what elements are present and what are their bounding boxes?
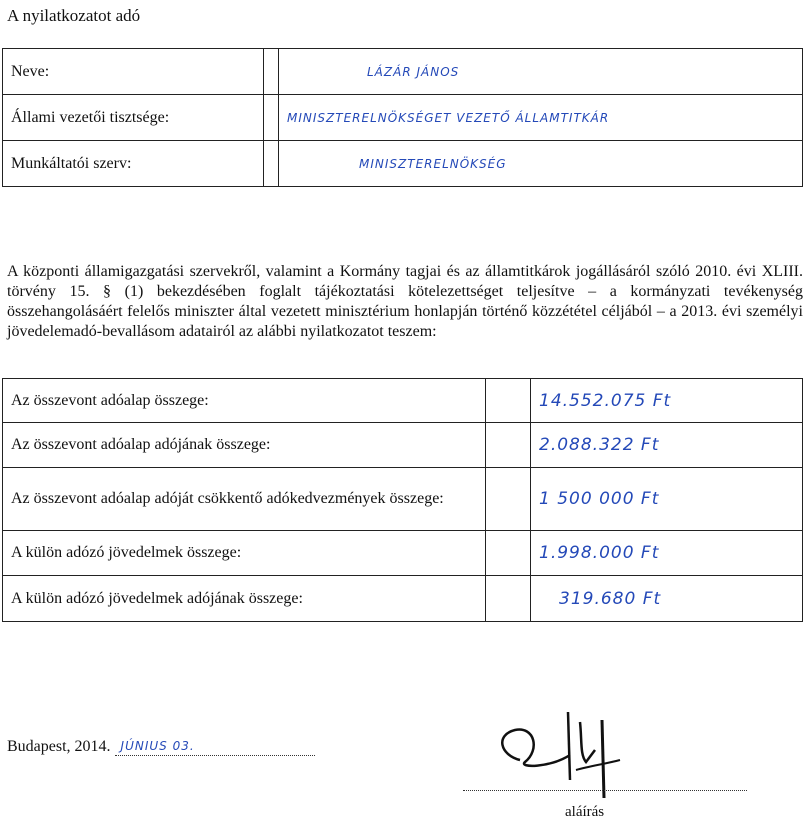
spacer-cell xyxy=(486,379,531,423)
signature-label: aláírás xyxy=(565,804,605,820)
position-label: Állami vezetői tisztsége: xyxy=(3,95,264,141)
table-row xyxy=(3,49,803,95)
place-date-text: Budapest, 2014. xyxy=(7,738,111,755)
tax-value: 1.998.000 Ft xyxy=(531,531,803,576)
place-date xyxy=(7,738,315,756)
table-row xyxy=(3,423,803,468)
table-row xyxy=(3,468,803,531)
tax-label: A külön adózó jövedelmek összege: xyxy=(3,531,486,576)
declaration-paragraph: A központi államigazgatási szervekről, valamint a Kormány tagjai és az államtitkárok jogállásáról szóló 2010. évi XLIII. törvény 15. § (1) bekezdésében foglalt tájékoztatási kötelezettséget teljesítve – a kormányzati tevékenység összehangolásáért felelős miniszter által vezetett minisztérium honlapján történő közzététel céljából – a 2013. évi személyi jövedelemadó-bevallásom adatairól az alábbi nyilatkozatot teszem: xyxy=(7,263,803,340)
spacer-cell xyxy=(264,141,279,187)
employer-label: Munkáltatói szerv: xyxy=(3,141,264,187)
spacer-cell xyxy=(486,468,531,531)
table-row xyxy=(3,141,803,187)
tax-label: A külön adózó jövedelmek adójának összege: xyxy=(3,576,486,622)
tax-value: 2.088.322 Ft xyxy=(531,423,803,468)
tax-value: 1 500 000 Ft xyxy=(531,468,803,531)
spacer-cell xyxy=(486,423,531,468)
name-label: Neve: xyxy=(3,49,264,95)
position-value: MINISZTERELNÖKSÉGET VEZETŐ ÁLLAMTITKÁR xyxy=(279,95,803,141)
signature-icon xyxy=(480,700,650,800)
employer-value: MINISZTERELNÖKSÉG xyxy=(279,141,803,187)
tax-table xyxy=(2,378,803,622)
spacer-cell xyxy=(486,531,531,576)
handwritten-date: JÚNIUS 03. xyxy=(120,739,195,753)
declarant-table xyxy=(2,48,803,187)
date-dotted-line xyxy=(115,739,315,756)
table-row xyxy=(3,531,803,576)
spacer-cell xyxy=(264,49,279,95)
tax-label: Az összevont adóalap adójának összege: xyxy=(3,423,486,468)
tax-value: 14.552.075 Ft xyxy=(531,379,803,423)
table-row xyxy=(3,576,803,622)
table-row xyxy=(3,379,803,423)
declarant-heading: A nyilatkozatot adó xyxy=(7,6,141,25)
name-value: LÁZÁR JÁNOS xyxy=(279,49,803,95)
tax-label: Az összevont adóalap összege: xyxy=(3,379,486,423)
tax-value: 319.680 Ft xyxy=(531,576,803,622)
table-row xyxy=(3,95,803,141)
tax-label: Az összevont adóalap adóját csökkentő adókedvezmények összege: xyxy=(3,468,486,531)
spacer-cell xyxy=(264,95,279,141)
spacer-cell xyxy=(486,576,531,622)
signature-line xyxy=(463,790,747,791)
